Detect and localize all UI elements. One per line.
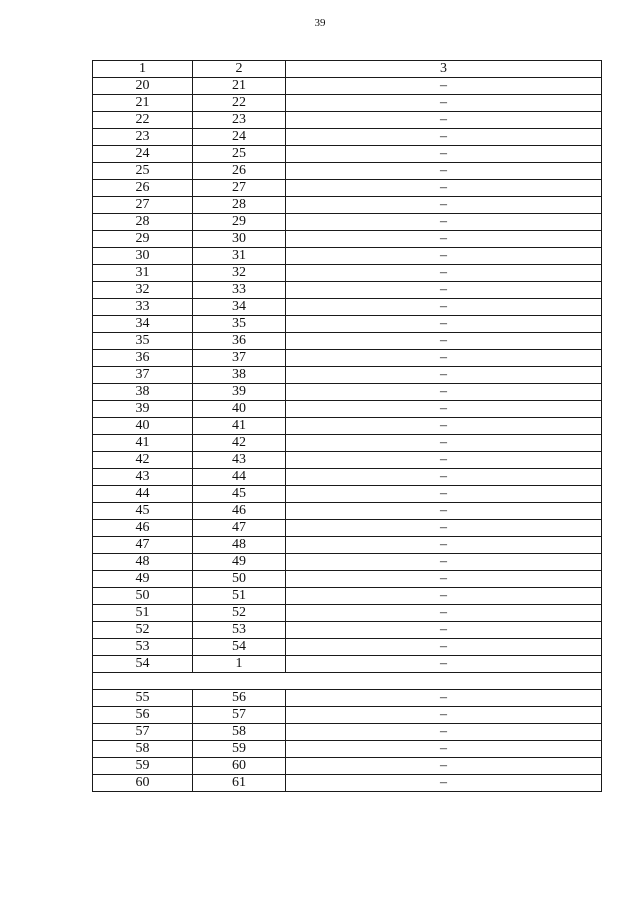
table-cell-col1: 53 [93,639,193,656]
table-cell-col2: 23 [193,112,286,129]
table-cell-col1: 56 [93,707,193,724]
table-cell-col3: – [286,129,602,146]
table-cell-col2: 21 [193,78,286,95]
table-cell-col2: 57 [193,707,286,724]
table-cell-col3: – [286,469,602,486]
table-row [93,571,602,588]
table-cell-col2: 45 [193,486,286,503]
table-row [93,639,602,656]
table-cell-col3: – [286,571,602,588]
table-cell-col1: 36 [93,350,193,367]
table-cell-col3: – [286,146,602,163]
table-cell-col3: – [286,384,602,401]
table-cell-col1: 39 [93,401,193,418]
table-row [93,78,602,95]
table-cell-col2: 54 [193,639,286,656]
table-row [93,622,602,639]
table-cell-col3: – [286,248,602,265]
table-cell-col2: 51 [193,588,286,605]
table-cell-col3: – [286,690,602,707]
table-row [93,112,602,129]
table-cell-col1: 59 [93,758,193,775]
table-cell-col1: 21 [93,95,193,112]
table-cell-col1: 29 [93,231,193,248]
table-cell-col1: 47 [93,537,193,554]
table-cell-col3: – [286,214,602,231]
table-cell-col1: 46 [93,520,193,537]
table-cell-col3: – [286,78,602,95]
table-row [93,690,602,707]
table-cell-col2: 61 [193,775,286,792]
table-row [93,282,602,299]
table-cell-col3: – [286,231,602,248]
table-cell-col3: – [286,622,602,639]
table-row [93,367,602,384]
table-row [93,435,602,452]
table-cell-col3: – [286,724,602,741]
table-header-row [93,61,602,78]
table-cell-col3: – [286,588,602,605]
table-cell-col1: 58 [93,741,193,758]
table-row [93,741,602,758]
table-cell-col2: 1 [193,656,286,673]
table-row [93,707,602,724]
column-header-1: 1 [93,61,193,78]
table-cell-col2: 27 [193,180,286,197]
table-cell-col2: 36 [193,333,286,350]
table-row [93,418,602,435]
table-cell-col1: 57 [93,724,193,741]
table-cell-col2: 47 [193,520,286,537]
table-cell-col2: 32 [193,265,286,282]
table-row [93,554,602,571]
table-cell-col3: – [286,401,602,418]
table-row [93,775,602,792]
table-cell-col1: 49 [93,571,193,588]
table-cell-col1: 54 [93,656,193,673]
table-row [93,231,602,248]
table-cell-col1: 40 [93,418,193,435]
table-row [93,537,602,554]
table-cell-col2: 43 [193,452,286,469]
table-cell-col1: 38 [93,384,193,401]
table-cell-col2: 39 [193,384,286,401]
table-cell-col3: – [286,265,602,282]
table-cell-col3: – [286,367,602,384]
table-cell-col3: – [286,316,602,333]
table-cell-col3: – [286,758,602,775]
table-row [93,316,602,333]
table-cell-col1: 42 [93,452,193,469]
table-row [93,197,602,214]
table-row [93,588,602,605]
table-cell-col2: 31 [193,248,286,265]
table-cell-col1: 24 [93,146,193,163]
table-cell-col2: 59 [193,741,286,758]
table-cell-col3: – [286,520,602,537]
table-row [93,520,602,537]
table-cell-col3: – [286,537,602,554]
table-row [93,214,602,231]
table-cell-col3: – [286,435,602,452]
table-cell-col1: 23 [93,129,193,146]
table-cell-col1: 60 [93,775,193,792]
table-cell-col3: – [286,656,602,673]
table-row [93,129,602,146]
table-cell-col2: 42 [193,435,286,452]
table-cell-col3: – [286,163,602,180]
table-cell-col3: – [286,775,602,792]
table-cell-col1: 45 [93,503,193,520]
table-cell-col2: 26 [193,163,286,180]
page-number: 39 [314,17,326,29]
table-cell-col1: 35 [93,333,193,350]
table-cell-col2: 52 [193,605,286,622]
table-row [93,163,602,180]
table-cell-col2: 34 [193,299,286,316]
table-cell-col3: – [286,605,602,622]
table-cell-col3: – [286,350,602,367]
table-row [93,486,602,503]
table-row [93,384,602,401]
table-spacer-cell [93,673,602,690]
table-cell-col3: – [286,486,602,503]
table-cell-col1: 22 [93,112,193,129]
column-header-3: 3 [286,61,602,78]
table-row [93,401,602,418]
table-cell-col1: 27 [93,197,193,214]
table-cell-col2: 38 [193,367,286,384]
table-spacer-row [93,673,602,690]
table-cell-col2: 28 [193,197,286,214]
table-row [93,299,602,316]
table-cell-col1: 34 [93,316,193,333]
table-row [93,248,602,265]
table-row [93,758,602,775]
table-cell-col3: – [286,707,602,724]
table-row [93,333,602,350]
table-cell-col3: – [286,282,602,299]
table-cell-col3: – [286,741,602,758]
table-cell-col3: – [286,503,602,520]
table-cell-col2: 25 [193,146,286,163]
table-cell-col2: 37 [193,350,286,367]
table-cell-col2: 29 [193,214,286,231]
table-cell-col2: 35 [193,316,286,333]
table-cell-col1: 55 [93,690,193,707]
table-cell-col2: 30 [193,231,286,248]
table-cell-col3: – [286,95,602,112]
table-cell-col2: 22 [193,95,286,112]
table-cell-col1: 37 [93,367,193,384]
table-cell-col3: – [286,180,602,197]
table-cell-col2: 58 [193,724,286,741]
column-header-2: 2 [193,61,286,78]
table-cell-col2: 46 [193,503,286,520]
table-cell-col1: 43 [93,469,193,486]
table-row [93,95,602,112]
table-cell-col3: – [286,112,602,129]
table-row [93,350,602,367]
table-cell-col3: – [286,299,602,316]
table-cell-col1: 28 [93,214,193,231]
table-cell-col3: – [286,639,602,656]
table-cell-col1: 51 [93,605,193,622]
table-row [93,724,602,741]
data-table [92,60,602,792]
table-row [93,146,602,163]
table-cell-col1: 32 [93,282,193,299]
table-cell-col3: – [286,554,602,571]
table-cell-col2: 33 [193,282,286,299]
table-cell-col1: 31 [93,265,193,282]
table-cell-col1: 20 [93,78,193,95]
table-cell-col2: 24 [193,129,286,146]
table-row [93,503,602,520]
table-cell-col1: 50 [93,588,193,605]
table-row [93,656,602,673]
table-cell-col2: 49 [193,554,286,571]
table-cell-col2: 44 [193,469,286,486]
table-cell-col3: – [286,197,602,214]
table-cell-col1: 41 [93,435,193,452]
table-cell-col1: 25 [93,163,193,180]
table-row [93,469,602,486]
table-row [93,265,602,282]
table-cell-col1: 48 [93,554,193,571]
table-cell-col2: 48 [193,537,286,554]
table-row [93,452,602,469]
table-cell-col3: – [286,333,602,350]
table-row [93,180,602,197]
table-cell-col3: – [286,452,602,469]
table-cell-col1: 26 [93,180,193,197]
table-cell-col2: 50 [193,571,286,588]
table-cell-col1: 33 [93,299,193,316]
table-body [93,78,602,792]
table-cell-col2: 41 [193,418,286,435]
table-cell-col2: 60 [193,758,286,775]
table-row [93,605,602,622]
table-cell-col2: 56 [193,690,286,707]
table-cell-col1: 44 [93,486,193,503]
table-cell-col2: 40 [193,401,286,418]
table-cell-col1: 52 [93,622,193,639]
table-cell-col2: 53 [193,622,286,639]
table-cell-col3: – [286,418,602,435]
table-cell-col1: 30 [93,248,193,265]
